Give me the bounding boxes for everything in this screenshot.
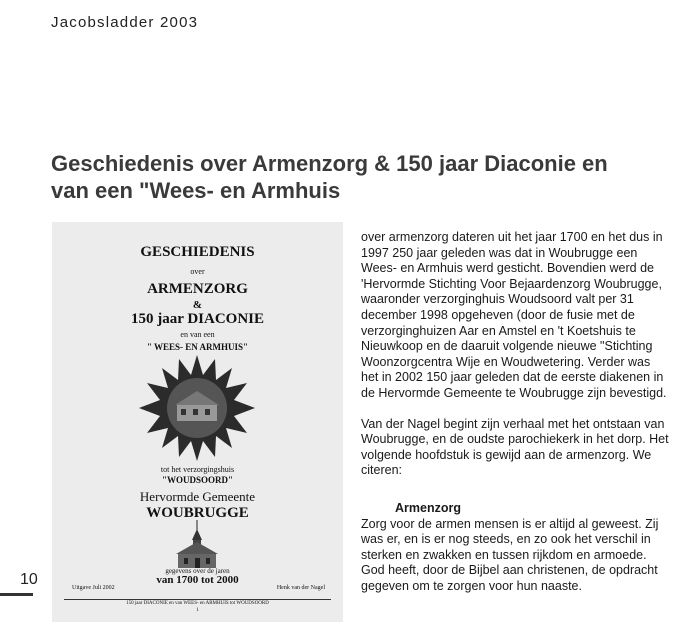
title-line-2: van een "Wees- en Armhuis — [51, 178, 341, 203]
cover-uitgave: Uitgave Juli 2002 — [72, 585, 115, 591]
cover-page-number: 1 — [196, 608, 199, 613]
cover-auteur: Henk van der Nagel — [276, 585, 325, 591]
page-number-rule — [0, 593, 33, 596]
cover-armenzorg: ARMENZORG — [147, 281, 248, 297]
cover-en-van-een: en van een — [180, 330, 215, 339]
cover-over: over — [190, 267, 205, 276]
booklet-cover-image — [52, 222, 343, 622]
cover-woudsoord: "WOUDSOORD" — [162, 475, 233, 485]
quote-text: Zorg voor de armen mensen is er altijd al geweest. Zij was er, en is er nog steeds, en zo ook het verschil in sterken en zwakken en tussen rijkdom en armoede. God heeft, door de Bijbel aan christenen, de opdracht gegeven om te zorgen voor hun naaste. — [361, 516, 659, 593]
cover-gegevens: gegevens over de jaren — [165, 567, 230, 575]
subheading-armenzorg: Armenzorg — [395, 500, 461, 515]
page-number: 10 — [20, 571, 38, 588]
starburst-illustration — [137, 353, 257, 463]
cover-ampersand: & — [192, 299, 203, 311]
title-line-1: Geschiedenis over Armenzorg & 150 jaar Diaconie en — [51, 151, 608, 176]
cover-footer: 150 jaar DIACONIE en van WEES- en ARMHUIS tot WOUDSOORD — [64, 599, 331, 606]
cover-woubrugge: WOUBRUGGE — [146, 505, 249, 521]
cover-jaren: van 1700 tot 2000 — [156, 574, 239, 586]
journal-header: Jacobsladder 2003 — [51, 14, 199, 31]
article-body — [361, 230, 671, 594]
cover-verzorgingshuis: tot het verzorgingshuis — [160, 465, 235, 474]
paragraph: Van der Nagel begint zijn verhaal met het ontstaan van Woubrugge, en de oudste parochiekerk in het dorp. Het volgende hoofdstuk is gewijd aan de armenzorg. We citeren: — [361, 416, 669, 478]
cover-wees-armhuis: " WEES- EN ARMHUIS" — [146, 342, 249, 352]
paragraph: over armenzorg dateren uit het jaar 1700 en het dus in 1997 250 jaar geleden was dat in Woubrugge een Wees- en Armhuis werd gesticht. Bovendien werd de 'Hervormde Stichting Voor Bejaardenzorg Woubrugge, waaronder verzorginghuis Woudsoord valt per 31 december 1998 opgeheven (door de fusie met de verzorginghuizen Aar en Amstel en 't Koetshuis te Nieuwkoop en de daaruit volgende nieuwe "Stichting Woonzorgcentra Wije en Woudwetering. Verder was het in 2002 150 jaar geleden dat de eerste diakenen in de Hervormde Gemeente te Woubrugge zijn bevestigd. — [361, 230, 667, 400]
article-title — [51, 150, 651, 204]
cover-diaconie: 150 jaar DIACONIE — [130, 311, 265, 327]
cover-title: GESCHIEDENIS — [140, 244, 255, 260]
cover-hervormde: Hervormde Gemeente — [139, 489, 256, 504]
church-illustration — [162, 500, 232, 570]
